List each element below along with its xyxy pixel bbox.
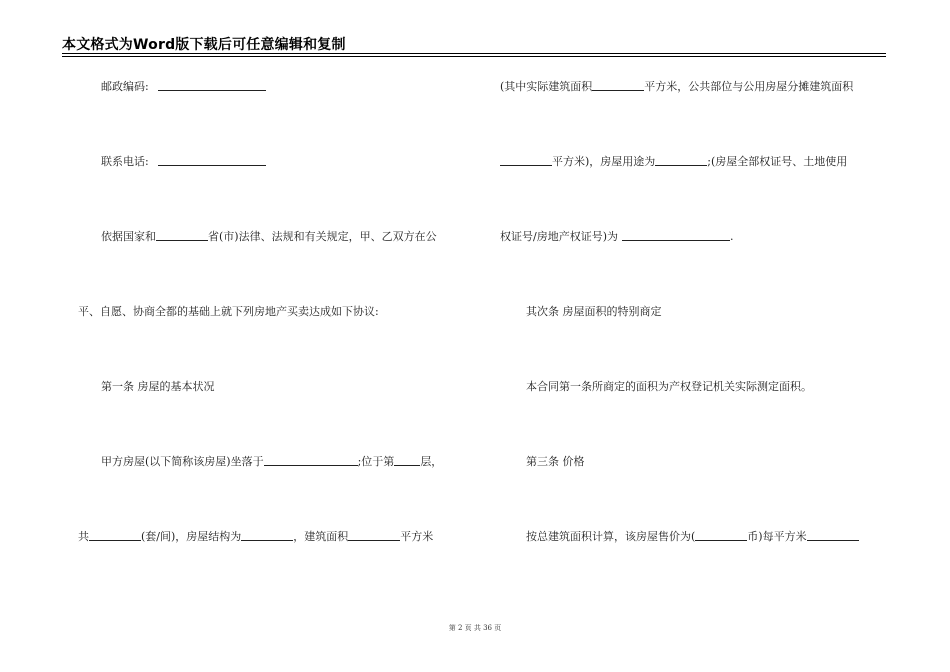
price-text-b: 币)每平方米 (747, 530, 807, 543)
house-text-c: 层， (420, 455, 443, 468)
basis-continued-line (78, 305, 379, 319)
page-number: 第 2 页 共 36 页 (448, 624, 502, 632)
phone-blank[interactable] (158, 155, 266, 166)
currency-blank[interactable] (695, 530, 747, 541)
postal-code-line (78, 80, 266, 94)
article1-title-text: 第一条 房屋的基本状况 (101, 380, 215, 393)
article2-title (500, 305, 662, 319)
units-blank[interactable] (89, 530, 141, 541)
house-location-line (78, 455, 442, 469)
certificate-line (500, 230, 734, 244)
house-text-a: 甲方房屋(以下简称该房屋)坐落于 (101, 455, 264, 468)
location-blank[interactable] (264, 455, 358, 466)
article3-title (500, 455, 585, 469)
area-line (500, 80, 853, 94)
shared-area-blank[interactable] (500, 155, 552, 166)
cert-text-a: 权证号/房地产权证号)为 (500, 230, 618, 243)
header-rule-top (62, 53, 886, 54)
document-header-title: 本文格式为Word版下载后可任意编辑和复制 (62, 37, 346, 53)
unit-price-blank[interactable] (807, 530, 859, 541)
basis-text-a: 依据国家和 (101, 230, 156, 243)
article1-title (78, 380, 215, 394)
postal-code-blank[interactable] (158, 80, 266, 91)
province-blank[interactable] (156, 230, 208, 241)
usage-text-b: ;(房屋全部权证号、土地使用 (707, 155, 848, 168)
house-text-b: ;位于第 (357, 455, 395, 468)
article2-title-text: 其次条 房屋面积的特别商定 (526, 305, 662, 318)
floor-blank[interactable] (394, 455, 420, 466)
actual-area-blank[interactable] (592, 80, 644, 91)
basis-text-b: 省(市)法律、法规和有关规定，甲、乙双方在公 (208, 230, 437, 243)
total-text-c: ，建筑面积 (293, 530, 349, 543)
total-text-d: 平方米 (400, 530, 434, 543)
usage-text-a: 平方米)，房屋用途为 (552, 155, 656, 168)
basis-continued-text: 平、自愿、协商全都的基础上就下列房地产买卖达成如下协议: (78, 305, 379, 318)
house-total-line (78, 530, 433, 544)
article3-title-text: 第三条 价格 (526, 455, 585, 468)
phone-label: 联系电话: (101, 155, 149, 168)
floor-area-blank[interactable] (348, 530, 400, 541)
article2-body-text: 本合同第一条所商定的面积为产权登记机关实际测定面积。 (526, 380, 812, 393)
usage-line (500, 155, 847, 169)
phone-line (78, 155, 266, 169)
header-rule-bottom (62, 56, 886, 57)
structure-blank[interactable] (241, 530, 293, 541)
total-text-b: (套/间)，房屋结构为 (141, 530, 242, 543)
total-text-a: 共 (78, 530, 89, 543)
certificate-blank[interactable] (622, 230, 730, 241)
article2-body (500, 380, 812, 394)
postal-code-label: 邮政编码: (101, 80, 149, 93)
area-text-b: 平方米，公共部位与公用房屋分摊建筑面积 (644, 80, 854, 93)
basis-line (78, 230, 437, 244)
area-text-a: (其中实际建筑面积 (500, 80, 593, 93)
cert-text-b: . (730, 230, 734, 243)
usage-blank[interactable] (655, 155, 707, 166)
price-text-a: 按总建筑面积计算，该房屋售价为( (526, 530, 696, 543)
price-line (500, 530, 859, 544)
